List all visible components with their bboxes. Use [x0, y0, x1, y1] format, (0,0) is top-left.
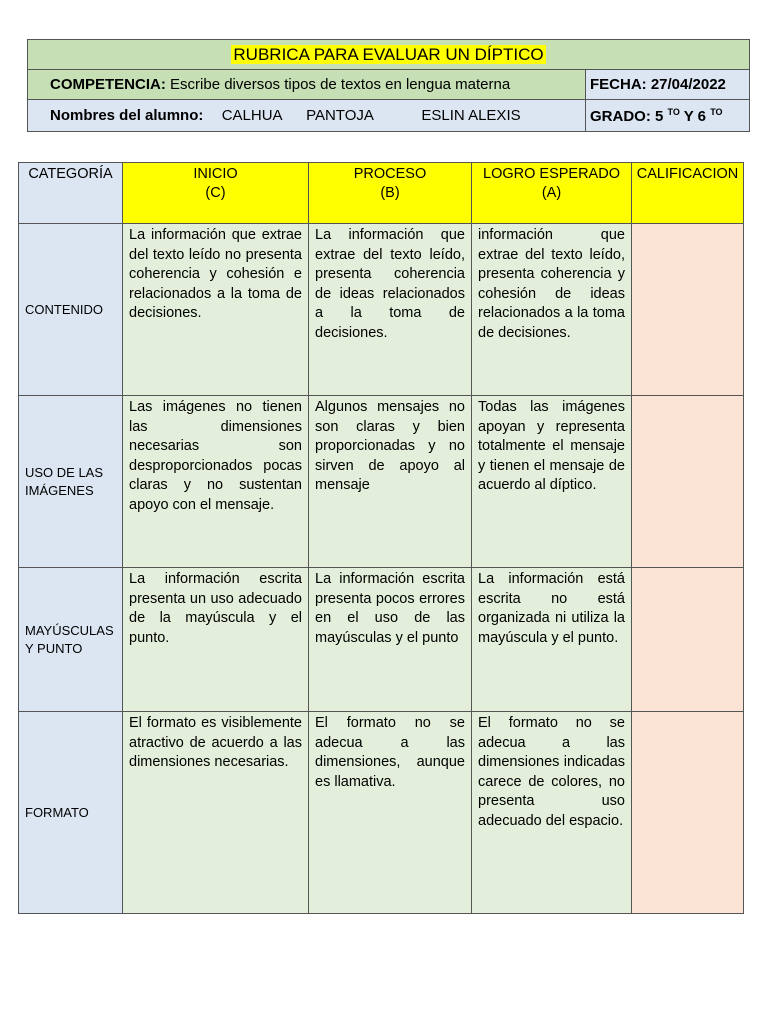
row-categoria: FORMATO [19, 712, 123, 914]
col-inicio [123, 163, 309, 224]
row-logro: El formato no se adecua a las dimensiones indicadas carece de colores, no presenta uso adecuado del espacio. [472, 712, 632, 914]
row-inicio: La información que extrae del texto leído no presenta coherencia y cohesión e relacionados a la toma de decisiones. [123, 224, 309, 396]
row-logro: Todas las imágenes apoyan y representa totalmente el mensaje y tienen el mensaje de acuerdo al díptico. [472, 396, 632, 568]
grado-sup2: TO [710, 106, 723, 117]
col-categoria: CATEGORÍA [19, 163, 123, 224]
row-calificacion[interactable] [632, 712, 744, 914]
row-calificacion[interactable] [632, 396, 744, 568]
rubric-table [18, 162, 744, 914]
alumno-nombres: ESLIN ALEXIS [421, 107, 521, 124]
grado-cell [586, 100, 750, 132]
col-proceso-code: (B) [380, 185, 400, 201]
rubric-header-row [19, 163, 744, 224]
col-proceso [309, 163, 472, 224]
grado-prefix: GRADO: 5 [590, 107, 664, 125]
row-logro: información que extrae del texto leído, presenta coherencia y cohesión de ideas relacionados a la toma de decisiones. [472, 224, 632, 396]
col-logro [472, 163, 632, 224]
table-row [19, 224, 744, 396]
competencia-text: Escribe diversos tipos de textos en lengua materna [170, 76, 511, 93]
grado-sup1: TO [667, 106, 680, 117]
row-inicio: Las imágenes no tienen las dimensiones necesarias son desproporcionados pocas claras y no sustentan apoyo con el mensaje. [123, 396, 309, 568]
col-proceso-label: PROCESO [353, 166, 427, 182]
row-proceso: El formato no se adecua a las dimensiones, aunque es llamativa. [309, 712, 472, 914]
row-proceso: La información escrita presenta pocos errores en el uso de las mayúsculas y el punto [309, 568, 472, 712]
row-inicio: La información escrita presenta un uso adecuado de la mayúscula y el punto. [123, 568, 309, 712]
col-calificacion: CALIFICACION [632, 163, 744, 224]
grado-mid: Y 6 [683, 107, 707, 125]
row-inicio: El formato es visiblemente atractivo de acuerdo a las dimensiones necesarias. [123, 712, 309, 914]
header-table [27, 39, 750, 132]
row-categoria: USO DE LAS IMÁGENES [19, 396, 123, 568]
title-cell [28, 40, 750, 70]
fecha-cell: FECHA: 27/04/2022 [586, 70, 750, 100]
document-title: RUBRICA PARA EVALUAR UN DÍPTICO [233, 44, 544, 64]
alumno-apellido1: CALHUA [221, 107, 282, 124]
col-inicio-label: INICIO [193, 166, 238, 182]
alumno-cell [28, 100, 586, 132]
competencia-label: COMPETENCIA: [50, 76, 166, 93]
row-proceso: Algunos mensajes no son claras y bien proporcionadas y no sirven de apoyo al mensaje [309, 396, 472, 568]
alumno-apellido2: PANTOJA [306, 107, 374, 124]
row-proceso: La información que extrae del texto leído, presenta coherencia de ideas relacionados a la toma de decisiones. [309, 224, 472, 396]
table-row [19, 396, 744, 568]
table-row [19, 568, 744, 712]
alumno-label: Nombres del alumno: [50, 107, 204, 124]
table-row [19, 712, 744, 914]
col-logro-code: (A) [541, 185, 562, 201]
competencia-cell [28, 70, 586, 100]
col-logro-label: LOGRO ESPERADO [483, 166, 620, 182]
row-logro: La información está escrita no está organizada ni utiliza la mayúscula y el punto. [472, 568, 632, 712]
row-categoria: MAYÚSCULAS Y PUNTO [19, 568, 123, 712]
row-calificacion[interactable] [632, 224, 744, 396]
row-categoria: CONTENIDO [19, 224, 123, 396]
row-calificacion[interactable] [632, 568, 744, 712]
col-inicio-code: (C) [205, 185, 226, 201]
